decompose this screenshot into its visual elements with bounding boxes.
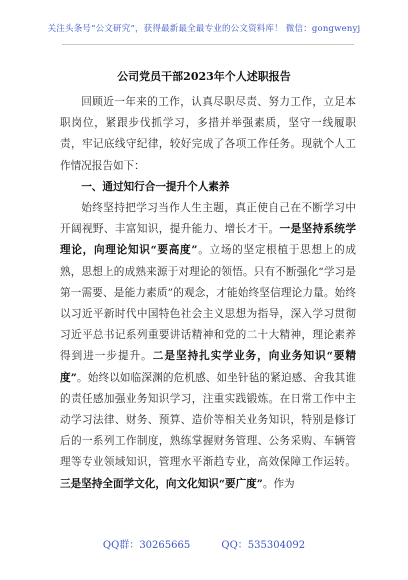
paragraph-text: 。作为 [262,477,295,490]
page-title: 公司党员干部2023年个人述职报告 [117,70,291,83]
paragraph-text: 。立场的坚定根植于思想上的成熟，思想上的成熟来源于对理论的领悟。只有不断强化“学习是第一需要、是能力素质”的观念，才能始终坚信理论力量。始终以习近平新时代中国特色社会主义思想为指导，深入学习贯彻习近平总书记系列重要讲话精神和党的二十大精神，理论素养得到进一步提升。 [60,244,357,363]
footer-qq: QQ：535304092 [221,540,306,551]
point-two-heading: 二是坚持扎实学业务，向业务知识“要精度” [60,350,357,384]
intro-paragraph: 回顾近一年来的工作，认真尽职尽责、努力工作，立足本职岗位，紧跟步伐抓学习，多措并举强素质，坚守一线履职责，牢记底线守纪律，较好完成了各项工作任务。现就个人工作情况报告如下： [60,96,356,172]
section-1-paragraph [60,198,356,495]
report-body [60,92,356,495]
paragraph-text: 。始终以如临深渊的危机感、如坐针毡的紧迫感、舍我其谁的责任感加强业务知识学习，注重实践锻炼。在日常工作中主动学习法律、财务、预算、造价等相关业务知识，特别是修订后的一系列工作制度，熟练掌握财务管理、公务采购、车辆管理等专业领域知识，管理水平渐趋专业，高效保障工作运转。 [60,371,357,469]
header-divider [62,44,354,45]
footer-qq-group: QQ群：30265665 [102,540,191,551]
section-heading-1: 一、通过知行合一提升个人素养 [81,180,230,193]
paragraph-text: 始终坚持把学习当作人生主题，真正使自己在不断学习中开阔视野、丰富知识，提升能力、增长才干。 [60,202,356,236]
point-three-heading: 三是坚持全面学文化，向文化知识“要广度” [60,477,263,490]
point-one-heading: 一是坚持系统学理论，向理论知识“要高度” [60,223,357,257]
footer-contact [0,536,408,551]
header-promo-note: 关注头条号“公文研究”，获得最新最全最专业的公文资料库！ 微信：gongwenyj [47,24,361,34]
